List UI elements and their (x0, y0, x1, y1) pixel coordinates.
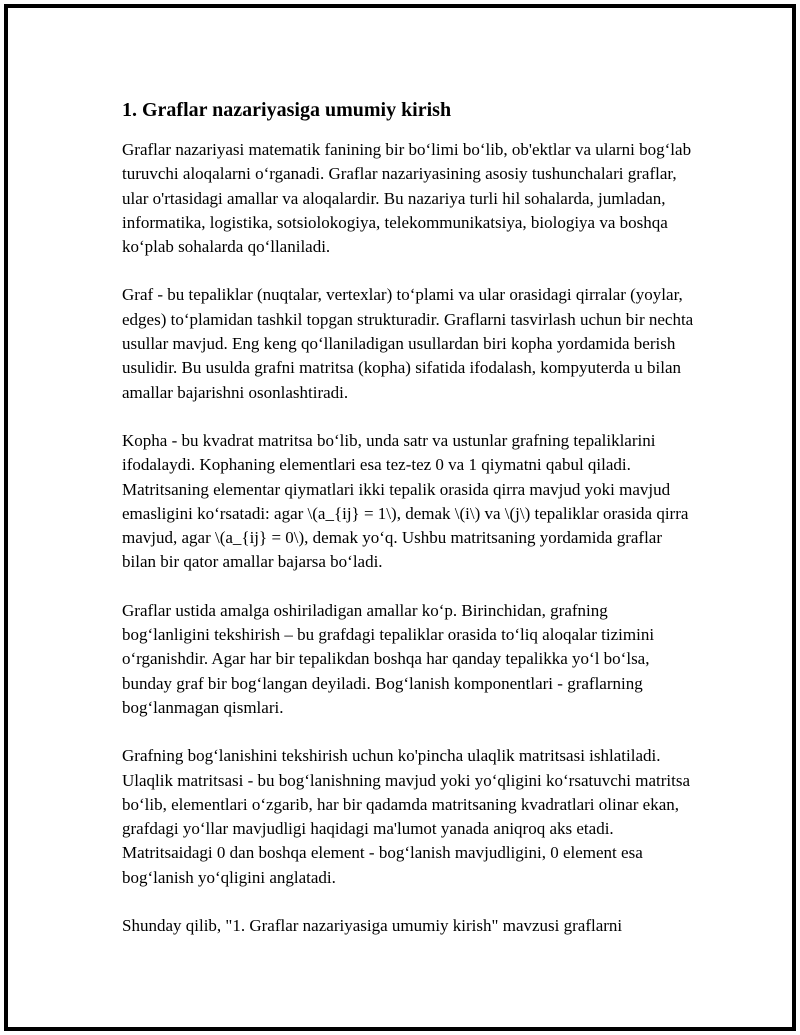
paragraph-graph-definition: Graf - bu tepaliklar (nuqtalar, vertexlar) to‘plami va ular orasidagi qirralar (yoylar, edges) to‘plamidan tashkil topgan strukturadir. Graflarni tasvirlash uchun bir nechta usullar mavjud. Eng keng qo‘llaniladigan usullardan biri kopha yordamida berish usulidir. Bu usulda grafni matritsa (kopha) sifatida ifodalash, kompyuterda u bilan amallar bajarishni osonlashtiradi. (122, 285, 694, 402)
document-body (122, 96, 694, 962)
paragraph-intro: Graflar nazariyasi matematik fanining bir bo‘limi bo‘lib, ob'ektlar va ularni bog‘lab turuvchi aloqalarni o‘rganadi. Graflar nazariyasining asosiy tushunchalari graflar, ular o'rtasidagi amallar va aloqalardir. Bu nazariya turli hil sohalarda, jumladan, informatika, logistika, sotsiolokogiya, telekommunikatsiya, biologiya va boshqa ko‘plab sohalarda qo‘llaniladi. (122, 140, 692, 257)
paragraph-matrix-definition: Kopha - bu kvadrat matritsa bo‘lib, unda satr va ustunlar grafning tepaliklarini ifodalaydi. Kophaning elementlari esa tez-tez 0 va 1 qiymatni qabul qiladi. Matritsaning elementar qiymatlari ikki tepalik orasida qirra mavjud yoki mavjud emasligini ko‘rsatadi: agar \(a_{ij} = 1\), demak \(i\) va \(j\) tepaliklar orasida qirra mavjud, agar \(a_{ij} = 0\), demak yo‘q. Ushbu matritsaning yordamida graflar bilan bir qator amallar bajarsa bo‘ladi. (122, 430, 689, 572)
page-frame (4, 4, 796, 1031)
document-title: 1. Graflar nazariyasiga umumiy kirish (122, 99, 452, 121)
paragraph-connectivity-matrix: Grafning bog‘lanishini tekshirish uchun ko'pincha ulaqlik matritsasi ishlatiladi. Ulaqlik matritsasi - bu bog‘lanishning mavjud yoki yo‘qligini ko‘rsatuvchi matritsa bo‘lib, elementlari o‘zgarib, har bir qadamda matritsaning kvadratlari olinar ekan, grafdagi yo‘llar mavjudligi haqidagi ma'lumot yanada aniqroq aks etadi. Matritsaidagi 0 dan boshqa element - bog‘lanish mavjudligini, 0 element esa bog‘lanish yo‘qligini anglatadi. (122, 746, 690, 887)
paragraph-conclusion: Shunday qilib, "1. Graflar nazariyasiga umumiy kirish" mavzusi graflarni (122, 916, 623, 936)
paragraph-graph-operations: Graflar ustida amalga oshiriladigan amallar ko‘p. Birinchidan, grafning bog‘lanligini tekshirish – bu grafdagi tepaliklar orasida to‘liq aloqalar tizimini o‘rganishdir. Agar har bir tepalikdan boshqa har qanday tepalikka yo‘l bo‘lsa, bunday graf bir bog‘langan deyiladi. Bog‘lanish komponentlari - graflarning bog‘lanmagan qismlari. (122, 600, 655, 717)
